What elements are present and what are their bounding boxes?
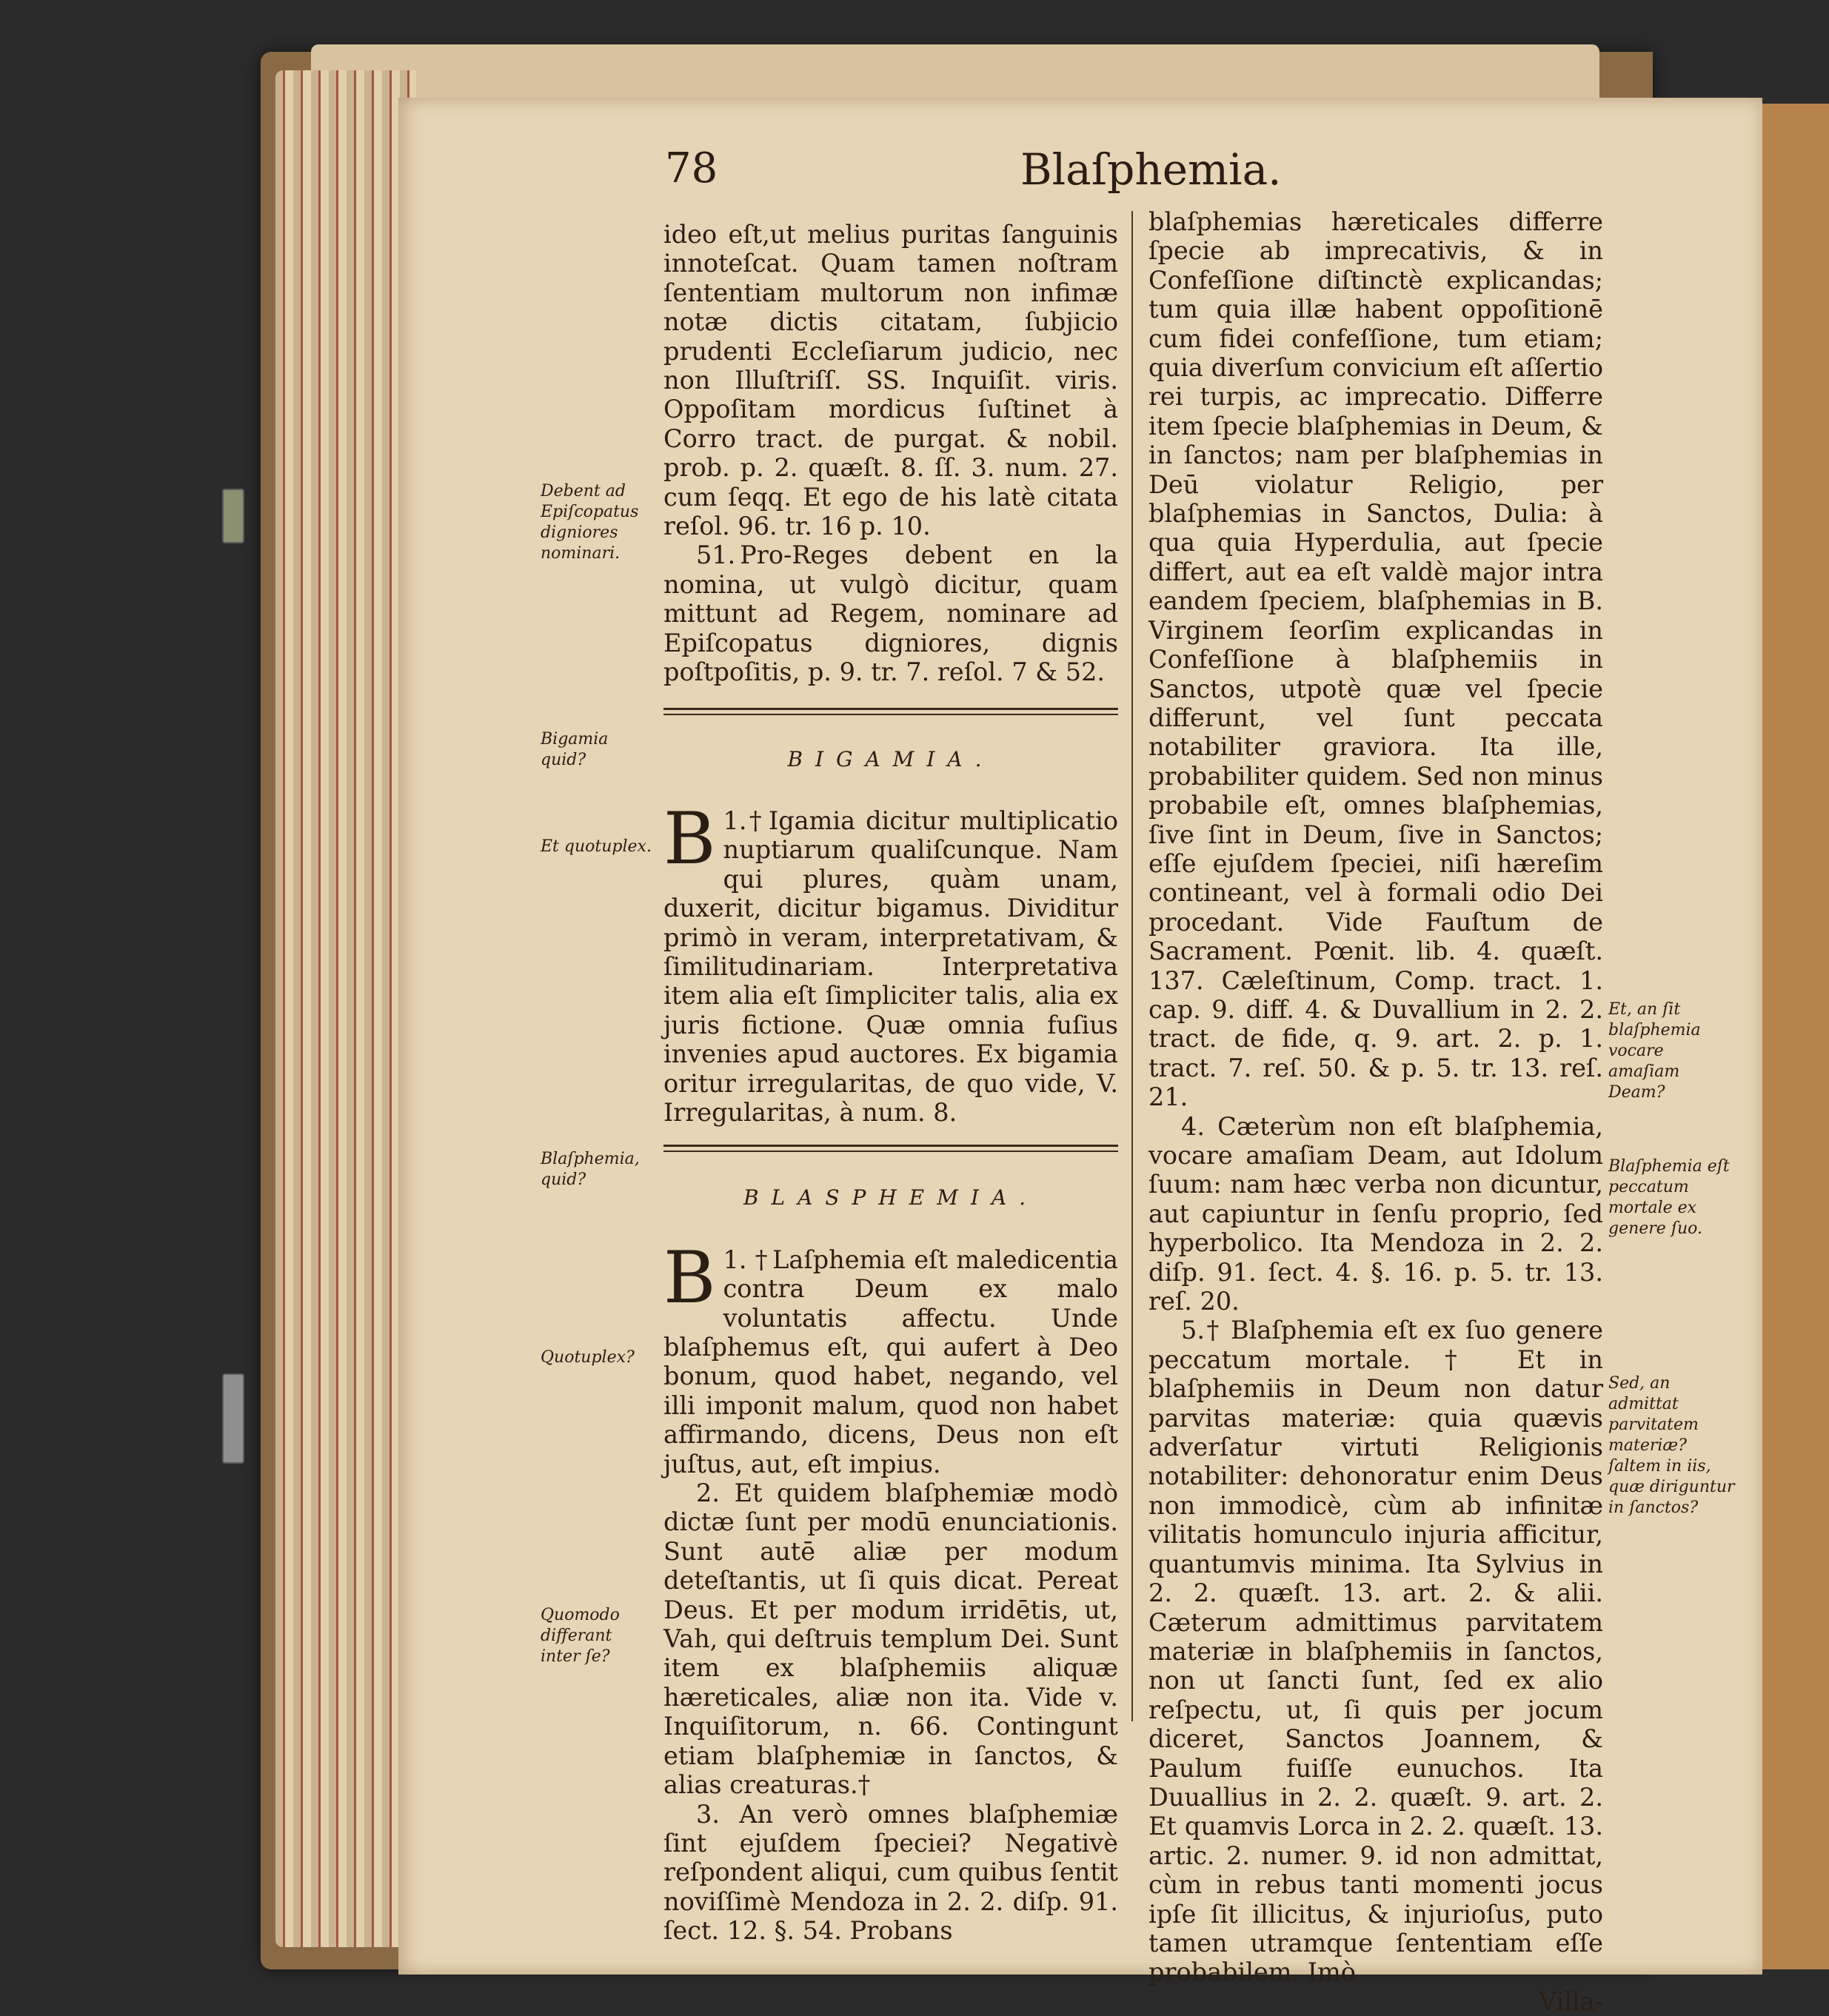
clasp-upper: [222, 489, 244, 543]
catchword: Villa-: [1538, 1986, 1603, 2016]
folio-number: 78: [665, 144, 718, 192]
margin-note: Et, an ſit blaſphemia vocare amaſiam Deam?: [1608, 1000, 1701, 1102]
drop-cap: B: [663, 1236, 716, 1319]
margin-note: Debent ad Epiſcopatus digniores nominari.: [541, 482, 639, 563]
margin-note: Bigamia quid?: [541, 730, 609, 769]
running-title: Blaſphemia.: [1020, 144, 1282, 195]
margin-note: Quotuplex?: [541, 1348, 635, 1367]
right-column: [1148, 207, 1603, 2016]
paragraph-continued: blaſphemias hæreticales differre ſpecie ab imprecativis, & in Confeſſione diſtinctè explicandas; tum quia illæ habent oppoſitionē cum fidei confeſſione, tum etiam; quia diverſum convicium eſt aſſertio rei turpis, ac imprecatio. Differre item ſpecie blaſphemias in Deum, & in ſanctos; nam per blaſphemias in Deū violatur Religio, per blaſphemias in Sanctos, Dulia: à qua quia Hyperdulia, aut ſpecie differt, aut ea eſt valdè major intra eandem ſpeciem, blaſphemias in B. Virginem ſeorſim explicandas in Confeſſione à blaſphemiis in Sanctos, utpotè quæ vel ſpecie differunt, vel ſunt peccata notabiliter graviora. Ita ille, probabiliter quidem. Sed non minus probabile eſt, omnes blaſphemias, ſive ſint in Deum, ſive in Sanctos; eſſe ejuſdem ſpeciei, niſi hæreſim contineant, vel à formali odio Dei procedant. Vide Fauſtum de Sacrament. Pœnit. lib. 4. quæſt. 137. Cæleſtinum, Comp. tract. 1. cap. 9. diff. 4. & Duvallium in 2. 2. tract. de fide, q. 9. art. 2. p. 1. tract. 7. reſ. 50. & p. 5. tr. 13. reſ. 21.: [1148, 207, 1603, 1112]
left-column: [663, 220, 1118, 1946]
paragraph-51: [663, 540, 1118, 686]
page-edges-stack: [275, 70, 416, 1947]
paragraph-text: Laſphemia eſt maledicentia contra Deum ex malo voluntatis affectu. Unde blaſphemus eſt, qui aufert à Deo bonum, quod habet, negando, vel illi imponit malum, quod non habet affirmando, dicens, Deus non eſt juſtus, aut, eſt impius.: [663, 1245, 1118, 1478]
margin-note: Blaſphemia, quid?: [541, 1150, 640, 1189]
paragraph-4: 4. Cæterùm non eſt blaſphemia, vocare amaſiam Deam, aut Idolum ſuum: nam hæc verba non dicuntur, aut capiuntur in ſenſu proprio, ſed hyperbolico. Ita Mendoza in 2. 2. diſp. 91. ſect. 4. §. 16. p. 5. tr. 13. reſ. 20.: [1148, 1111, 1603, 1316]
paragraph-blasphemia-1: [663, 1236, 1118, 1478]
section-divider: [663, 1134, 1118, 1164]
paragraph-continued: ideo eſt,ut melius puritas ſanguinis innoteſcat. Quam tamen noſtram ſententiam multorum non infimæ notæ dictis citatam, ſubjicio prudenti Eccleſiarum judicio, nec non Illuſtriſſ. SS. Inquiſit. viris. Oppoſitam mordicus ſuſtinet à Corro tract. de purgat. & nobil. prob. p. 2. quæſt. 8. ſſ. 3. num. 27. cum ſeqq. Et ego de his latè citata reſol. 96. tr. 16 p. 10.: [663, 220, 1118, 541]
margin-note: Et quotuplex.: [541, 837, 652, 856]
section-divider: [663, 697, 1118, 727]
heading-blasphemia: BLASPHEMIA.: [743, 1185, 1039, 1210]
paragraph-blasphemia-3: 3. An verò omnes blaſphemiæ ſint ejuſdem ſpeciei? Negativè reſpondent aliqui, cum quibus ſentit noviſſimè Mendoza in 2. 2. diſp. 91. ſect. 12. §. 54. Probans: [663, 1799, 1118, 1946]
page-top-edge: [311, 44, 1599, 104]
paragraph-number: 51.: [696, 540, 736, 570]
paragraph-number: 1. †: [723, 1245, 769, 1274]
facing-page-edge: [1761, 104, 1829, 1969]
paragraph-text: Pro-Reges debent en la nomina, ut vulgò dicitur, quam mittunt ad Regem, nominare ad Epiſcopatus digniores, dignis poſtpoſitis, p. 9. tr. 7. reſol. 7 & 52.: [663, 540, 1118, 687]
paragraph-text: Igamia dicitur multiplicatio nuptiarum qualiſcunque. Nam qui plures, quàm unam, duxerit, dicitur bigamus. Dividitur primò in veram, interpretativam, & ſimilitudinariam. Interpretativa item alia eſt ſimpliciter talis, alia ex juris fictione. Quæ omnia fuſius invenies apud auctores. Ex bigamia oritur irregularitas, de quo vide, V. Irregularitas, à num. 8.: [663, 806, 1118, 1127]
paragraph-bigamia-1: [663, 797, 1118, 1127]
heading-bigamia: BIGAMIA.: [787, 746, 994, 771]
column-rule: [1131, 211, 1133, 1721]
margin-note: Quomodo differant inter ſe?: [541, 1606, 620, 1666]
paragraph-blasphemia-2: 2. Et quidem blaſphemiæ modò dictæ ſunt per modū enunciationis. Sunt autē aliæ per modum deteſtantis, ut ſi quis dicat. Pereat Deus. Et per modum irridētis, ut, Vah, qui deſtruis templum Dei. Sunt item ex blaſphemiis aliquæ hæreticales, aliæ non ita. Vide v. Inquiſitorum, n. 66. Contingunt etiam blaſphemiæ in ſanctos, & alias creaturas.†: [663, 1478, 1118, 1800]
margin-note: Sed, an admittat parvitatem materiæ? ſaltem in iis, quæ diriguntur in ſanctos?: [1608, 1374, 1735, 1517]
paragraph-5: 5.† Blaſphemia eſt ex ſuo genere peccatum mortale. † Et in blaſphemiis in Deum non datur parvitas materiæ: quia quævis adverſatur virtuti Religionis notabiliter: dehonoratur enim Deus non immodicè, cùm ab infinitæ vilitatis homunculo injuria afficitur, quantumvis minima. Ita Sylvius in 2. 2. quæſt. 13. art. 2. & alii. Cæterum admittimus parvitatem materiæ in blaſphemiis in ſanctos, non ut ſancti ſunt, ſed ex alio reſpectu, ut, ſi quis per jocum diceret, Sanctos Joannem, & Paulum fuiſſe eunuchos. Ita Duuallius in 2. 2. quæſt. 9. art. 2. Et quamvis Lorca in 2. 2. quæſt. 13. artic. 2. numer. 9. id non admittat, cùm in rebus tanti momenti jocus ipſe ſit illicitus, & injurioſus, puto tamen utramque ſententiam eſſe probabilem. Imò: [1148, 1316, 1603, 1987]
drop-cap: B: [663, 797, 716, 880]
clasp-lower: [222, 1373, 244, 1464]
margin-note: Blaſphemia eſt peccatum mortale ex genere ſuo.: [1608, 1157, 1730, 1238]
paragraph-number: 1.†: [723, 806, 764, 835]
